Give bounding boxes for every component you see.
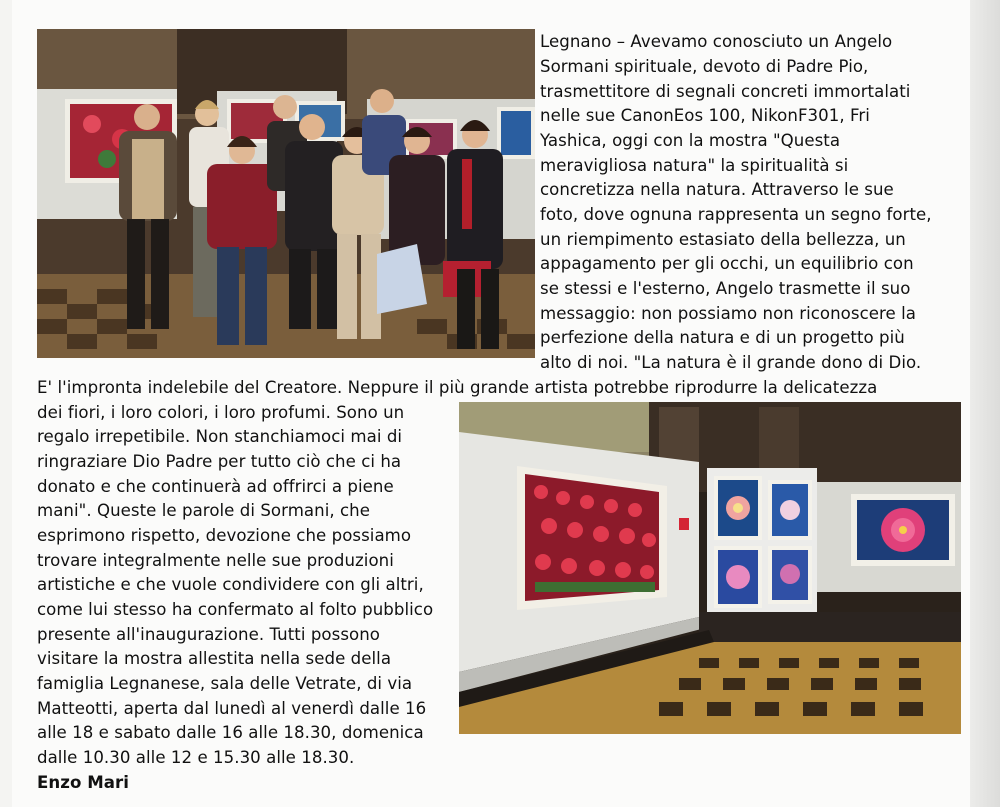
article-line: mani". Queste le parole di Sormani, che [37, 501, 371, 520]
article-line: Matteotti, aperta dal lunedì al venerdì dalle 16 [37, 699, 427, 718]
article-line: perfezione della natura e di un progetto più [540, 328, 905, 347]
article-line: Yashica, oggi con la mostra "Questa [540, 131, 841, 150]
article-line: messaggio: non possiamo non riconoscere la [540, 304, 916, 323]
article-author: Enzo Mari [37, 773, 130, 792]
article-line: foto, dove ognuna rappresenta un segno forte, [540, 205, 932, 224]
article-line: alle 18 e sabato dalle 16 alle 18.30, domenica [37, 723, 424, 742]
article-line: trovare integralmente nelle sue produzioni [37, 551, 394, 570]
article-line: nelle sue CanonEos 100, NikonF301, Fri [540, 106, 870, 125]
article-line: donato e che continuerà ad offrirci a piene [37, 477, 394, 496]
article-line: appagamento per gli occhi, un equilibrio con [540, 254, 914, 273]
article-line: dalle 10.30 alle 12 e 15.30 alle 18.30. [37, 748, 355, 767]
article-line: dei fiori, i loro colori, i loro profumi. Sono un [37, 403, 405, 422]
article-line: E' l'impronta indelebile del Creatore. Neppure il più grande artista potrebbe riprodurre la delicatezza [37, 378, 878, 397]
article-line: un riempimento estasiato della bellezza, un [540, 230, 906, 249]
article-line: se stessi e l'esterno, Angelo trasmette il suo [540, 279, 911, 298]
exhibition-room-photo [459, 402, 961, 734]
article-line: regalo irrepetibile. Non stanchiamoci mai di [37, 427, 403, 446]
article-line: Sormani spirituale, devoto di Padre Pio, [540, 57, 869, 76]
article-line: artistiche e che vuole condividere con gli altri, [37, 575, 424, 594]
group-photo [37, 29, 535, 358]
article-line: famiglia Legnanese, sala delle Vetrate, di via [37, 674, 413, 693]
article-line: ringraziare Dio Padre per tutto ciò che ci ha [37, 452, 402, 471]
scan-edge [970, 0, 1000, 807]
article-line: esprimono rispetto, devozione che possiamo [37, 526, 412, 545]
article-line: Legnano – Avevamo conosciuto un Angelo [540, 32, 893, 51]
article-line: trasmettitore di segnali concreti immortalati [540, 82, 911, 101]
article-line: concretizza nella natura. Attraverso le sue [540, 180, 894, 199]
article-line: come lui stesso ha confermato al folto pubblico [37, 600, 434, 619]
article-line: presente all'inaugurazione. Tutti possono [37, 625, 380, 644]
article-line: alto di noi. "La natura è il grande dono di Dio. [540, 353, 922, 372]
article-line: visitare la mostra allestita nella sede della [37, 649, 392, 668]
article-line: meravigliosa natura" la spiritualità si [540, 156, 849, 175]
